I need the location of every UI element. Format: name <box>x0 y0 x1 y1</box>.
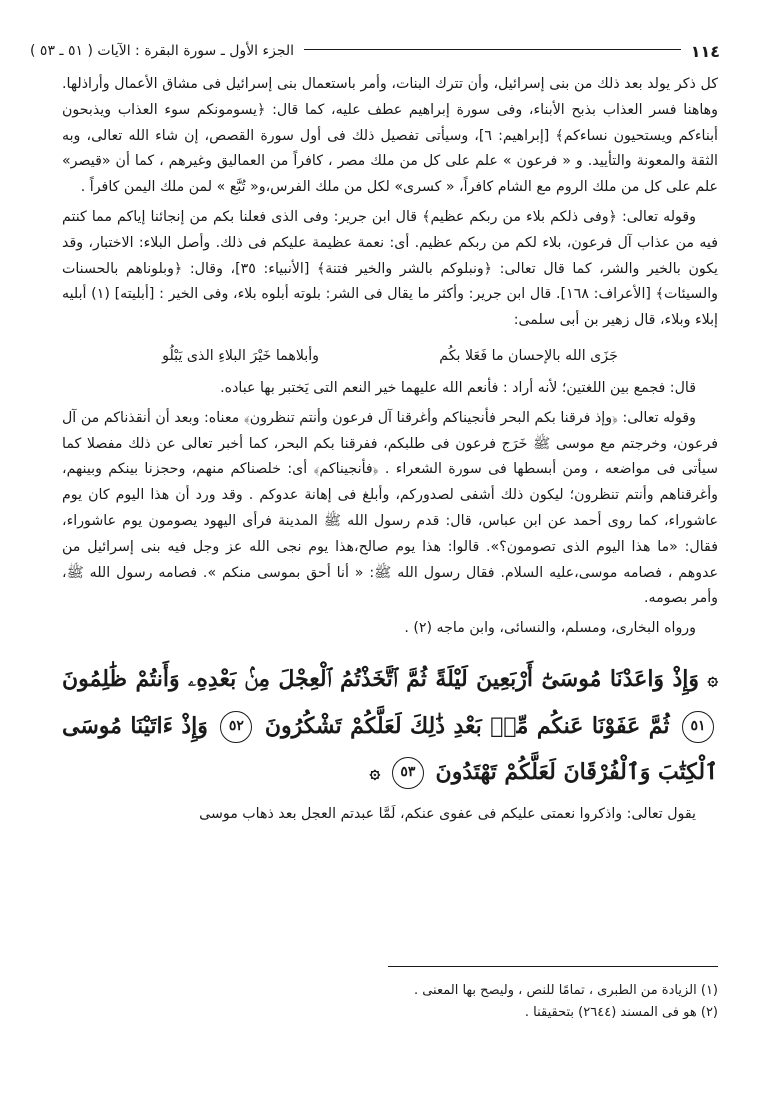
paragraph-1: كل ذكر يولد بعد ذلك من بنى إسرائيل، وأن تترك البنات، وأمر باستعمال بنى إسرائيل فى مشاق الأعمال وأراذلها. وهاهنا فسر العذاب بذبح الأبناء، وفى سورة إبراهيم عطف عليه، كما قال: ﴿يسومونكم سوء العذاب ويذبحون أبناءكم ويستحيون نساءكم﴾ [إبراهيم: ٦]، وسيأتى تفصيل ذلك فى أول سورة القصص، إن شاء الله تعالى، وبه الثقة والمعونة والتأييد. و « فرعون » علم على كل من ملك مصر ، كافراً من العماليق وغيرهم ، كما أن «قيصر» علم على كل من ملك الروم مع الشام كافراً، « كسرى» لكل من ملك الفرس،و« تُبَّع » لمن ملك اليمن كافراً . <box>62 76 718 196</box>
verse-number-51: ٥١ <box>682 711 714 743</box>
page-body <box>62 72 718 832</box>
close-ornament-icon: ۞ <box>369 761 381 783</box>
paragraph-2: وقوله تعالى: ﴿وفى ذلكم بلاء من ربكم عظيم﴾ قال ابن جرير: وفى الذى فعلنا بكم من إنجائنا إياكم مما كنتم فيه من عذاب آل فرعون، بلاء لكم من ربكم عظيم. أى: نعمة عظيمة عليكم فى ذلك. وأصل البلاء: الاختبار، وقد يكون بالخير والشر، كما قال تعالى: ﴿ونبلوكم بالشر والخير فتنة﴾ [الأنبياء: ٣٥]، وقال: ﴿وبلوناهم بالحسنات والسيئات﴾ [الأعراف: ١٦٨]. قال ابن جرير: وأكثر ما يقال فى الشر: بلوته أبلوه بلاء، وفى الخير : [أبليته] (١) أبليه إبلاء وبلاء، قال زهير بن أبى سلمى: <box>62 208 718 329</box>
poetry-second-hemistich: وأبلاهما خَيْرَ البلاءِ الذى يَبْلُو <box>162 347 320 364</box>
verse-number-53: ٥٣ <box>392 757 424 789</box>
header-rule <box>304 49 681 50</box>
footnote-rule <box>388 966 718 967</box>
quran-verses <box>62 656 718 796</box>
verse-51: وَإِذْ وَاعَدْنَا مُوسَىٰٓ أَرْبَعِينَ لَيْلَةً ثُمَّ ٱتَّخَذْتُمُ ٱلْعِجْلَ مِنۢ بَعْدِهِۦ وَأَنتُمْ ظَٰلِمُونَ <box>62 665 700 692</box>
open-ornament-icon: ۞ <box>707 668 718 690</box>
footnote-1: (١) الزيادة من الطبرى ، تمامًا للنص ، وليصح بها المعنى . <box>413 983 718 998</box>
paragraph-4: وقوله تعالى: ﴿وإذ فرقنا بكم البحر فأنجيناكم وأغرقنا آل فرعون وأنتم تنظرون﴾ معناه: وبعد أن أنقذناكم من آل فرعون، وخرجتم مع موسى ﷺ خَرَج فرعون فى طلبكم، ففرقنا بكم البحر، كما أخبر تعالى عن ذلك مفصلا كما سيأتى فى مواضعه ، ومن أبسطها فى سورة الشعراء . ﴿فأنجيناكم﴾ أى: خلصناكم منهم، وحجزنا بينكم وبينهم، وأغرقناهم وأنتم تنظرون؛ ليكون ذلك أشفى لصدوركم، وأبلغ فى إهانة عدوكم . وقد ورد أن هذا اليوم كان يوم عاشوراء، كما روى أحمد عن ابن عباس، قال: قدم رسول الله ﷺ المدينة فرأى اليهود يصومون يوم عاشوراء، فقال: «ما هذا اليوم الذى تصومون؟». قالوا: هذا يوم صالح،هذا يوم نجى الله عز وجل فيه بنى إسرائيل من عدوهم ، فصامه موسى،عليه السلام. فقال رسول الله ﷺ: « أنا أحق بموسى منكم ». فصامه رسول الله ﷺ، وأمر بصومه. <box>62 409 718 607</box>
poetry-first-hemistich: جَزَى الله بالإحسان ما فَعَلا بكُم <box>439 347 618 364</box>
paragraph-5: ورواه البخارى، ومسلم، والنسائى، وابن ماجه (٢) . <box>404 620 696 637</box>
footnote-2: (٢) هو فى المسند (٢٦٤٤) بتحقيقنا . <box>524 1005 718 1020</box>
paragraph-3: قال: فجمع بين اللغتين؛ لأنه أراد : فأنعم الله عليهما خير النعم التى يَختبر بها عباده. <box>220 379 696 396</box>
verse-53: وَإِذْ ءَاتَيْنَا مُوسَى ٱلْكِتَٰبَ وَٱلْفُرْقَانَ لَعَلَّكُمْ تَهْتَدُونَ <box>62 712 718 785</box>
running-title: الجزء الأول ـ سورة البقرة : الآيات ( ٥١ ـ ٥٣ ) <box>30 43 295 59</box>
verse-52: ثُمَّ عَفَوْنَا عَنكُم مِّنۢ بَعْدِ ذَٰلِكَ لَعَلَّكُمْ تَشْكُرُونَ <box>264 712 670 739</box>
verse-number-52: ٥٢ <box>220 711 252 743</box>
footnotes <box>58 980 718 1024</box>
paragraph-6: يقول تعالى: واذكروا نعمتى عليكم فى عفوى عنكم، لَمَّا عبدتم العجل بعد ذهاب موسى <box>199 805 696 822</box>
poetry-verse <box>102 342 678 370</box>
page-number: ١١٤ <box>690 41 720 61</box>
page-header <box>30 40 720 62</box>
